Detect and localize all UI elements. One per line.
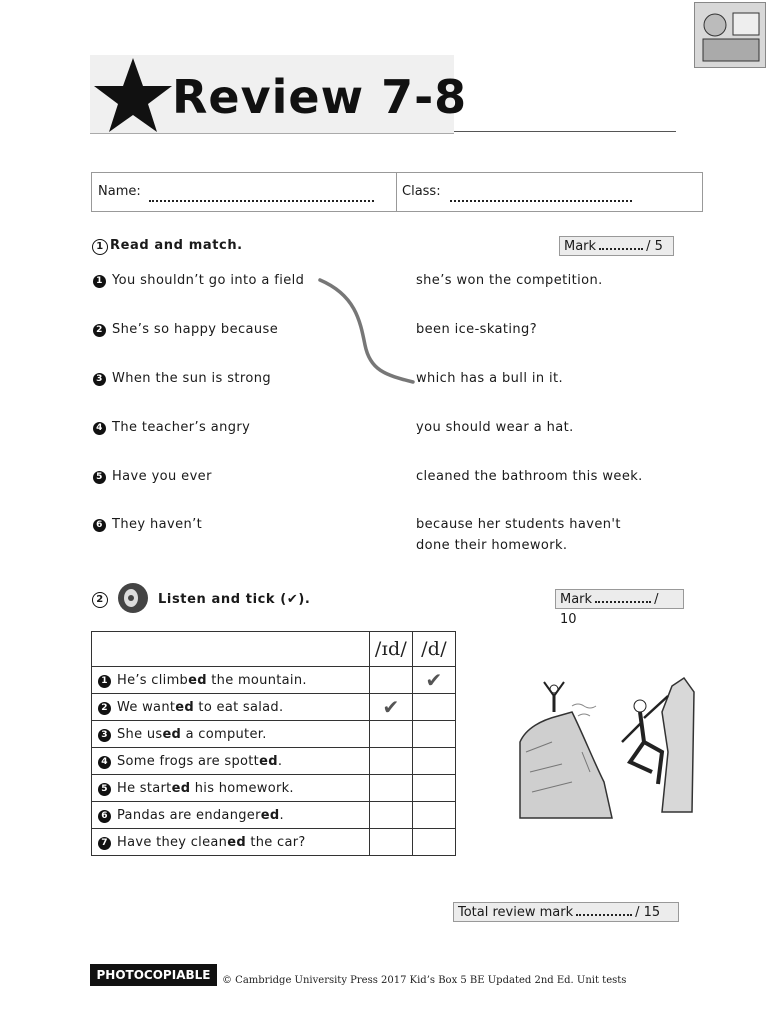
total-mark-box: [453, 902, 679, 922]
sentence-ending: ed: [162, 726, 182, 742]
table-row: [92, 802, 456, 829]
tick-cell-id[interactable]: [370, 748, 413, 775]
item-number: 3: [93, 373, 106, 386]
item-text: Have you ever: [112, 469, 212, 484]
section1-number: 1: [92, 239, 108, 255]
section2-number: [92, 591, 108, 608]
section2-mark-box: [555, 589, 684, 627]
table-row: [92, 748, 456, 775]
copyright-text: © Cambridge University Press 2017 Kid’s Box 5 BE Updated 2nd Ed. Unit tests: [222, 975, 627, 986]
item-text: You shouldn’t go into a field: [112, 273, 305, 288]
row-number: 4: [98, 756, 111, 769]
sentence-cell: [92, 748, 370, 775]
col-d-header: /d/: [413, 632, 456, 667]
section1-title: Read and match.: [110, 238, 243, 253]
class-field[interactable]: [450, 188, 632, 202]
section2-number-text: 2: [92, 592, 108, 608]
sentence-cell: [92, 775, 370, 802]
sentence-part: the mountain.: [206, 672, 307, 688]
title-underline: [454, 131, 676, 132]
section1-heading: [92, 238, 243, 255]
sentence-part: Pandas are endanger: [117, 807, 261, 823]
row-number: 5: [98, 783, 111, 796]
tick-table: [91, 631, 456, 856]
row-number: 7: [98, 837, 111, 850]
tick-cell-d[interactable]: [413, 775, 456, 802]
tick-cell-id[interactable]: [370, 721, 413, 748]
example-match-line: [315, 275, 419, 387]
item-number: 6: [93, 519, 106, 532]
left-item-1: [93, 273, 304, 288]
right-item-a: she’s won the competition.: [416, 273, 603, 288]
sentence-cell: [92, 721, 370, 748]
sentence-ending: ed: [227, 834, 246, 850]
sentence-cell: [92, 829, 370, 856]
tick-cell-id[interactable]: [370, 667, 413, 694]
section2-title: Listen and tick (✔).: [158, 592, 311, 607]
mark-field[interactable]: [599, 238, 643, 250]
header-blank: [92, 632, 370, 667]
item-text: The teacher’s angry: [112, 420, 251, 435]
left-item-6: [93, 517, 202, 532]
sentence-cell: [92, 802, 370, 829]
tick-cell-d[interactable]: [413, 721, 456, 748]
mark-total: / 10: [560, 592, 659, 627]
sentence-part: We want: [117, 699, 176, 715]
sentence-part: She us: [117, 726, 163, 742]
right-item-b: been ice-skating?: [416, 322, 538, 337]
star-icon: [92, 56, 174, 134]
corner-illustration: [694, 2, 766, 68]
sentence-ending: ed: [188, 672, 207, 688]
sentence-ending: ed: [175, 699, 194, 715]
sentence-part: his homework.: [190, 780, 294, 796]
sentence-part: Have they clean: [117, 834, 228, 850]
table-row: [92, 694, 456, 721]
tick-cell-d[interactable]: [413, 829, 456, 856]
climbers-illustration: [512, 672, 696, 820]
class-label: Class:: [402, 184, 441, 199]
left-item-5: [93, 469, 212, 484]
item-number: 1: [93, 275, 106, 288]
item-text: She’s so happy because: [112, 322, 279, 337]
tick-cell-d[interactable]: [413, 802, 456, 829]
right-item-e: cleaned the bathroom this week.: [416, 469, 643, 484]
table-row: [92, 667, 456, 694]
sentence-part: He’s climb: [117, 672, 189, 688]
sentence-ending: ed: [171, 780, 191, 796]
item-number: 4: [93, 422, 106, 435]
name-label: Name:: [98, 184, 141, 199]
table-row: [92, 775, 456, 802]
total-value: / 15: [635, 905, 661, 920]
table-header: [92, 632, 456, 667]
item-number: 5: [93, 471, 106, 484]
sentence-cell: [92, 694, 370, 721]
sentence-cell: [92, 667, 370, 694]
sentence-part: .: [279, 807, 284, 823]
left-item-2: [93, 322, 278, 337]
mark-total: / 5: [646, 239, 663, 254]
mark-field[interactable]: [595, 591, 651, 603]
tick-cell-id[interactable]: [370, 829, 413, 856]
page-title: Review 7-8: [172, 70, 468, 124]
right-item-d: you should wear a hat.: [416, 420, 574, 435]
mark-label: Mark: [564, 239, 597, 254]
section1-mark-box: [559, 236, 674, 256]
sentence-ending: ed: [260, 807, 280, 823]
total-label: Total review mark: [458, 905, 574, 920]
table-row: [92, 721, 456, 748]
sentence-part: a computer.: [181, 726, 267, 742]
item-text: They haven’t: [112, 517, 203, 532]
item-text: When the sun is strong: [112, 371, 272, 386]
row-number: 2: [98, 702, 111, 715]
row-number: 3: [98, 729, 111, 742]
sentence-part: .: [277, 753, 283, 769]
left-item-4: [93, 420, 250, 435]
row-number: 6: [98, 810, 111, 823]
name-field[interactable]: [149, 188, 374, 202]
tick-cell-id[interactable]: [370, 775, 413, 802]
total-field[interactable]: [576, 904, 632, 916]
sentence-part: Some frogs are spott: [117, 753, 260, 769]
tick-cell-d[interactable]: [413, 748, 456, 775]
sentence-ending: ed: [259, 753, 278, 769]
right-item-c: which has a bull in it.: [416, 371, 564, 386]
mark-label: Mark: [560, 592, 593, 607]
col-id-header: /ɪd/: [370, 632, 413, 667]
right-item-f-cont: done their homework.: [416, 538, 568, 553]
tick-cell-d[interactable]: ✔: [413, 667, 456, 694]
tick-cell-d[interactable]: [413, 694, 456, 721]
sentence-part: to eat salad.: [194, 699, 284, 715]
row-number: 1: [98, 675, 111, 688]
sentence-part: He start: [117, 780, 172, 796]
tick-cell-id[interactable]: ✔: [370, 694, 413, 721]
right-item-f: because her students haven't: [416, 517, 621, 532]
photocopiable-badge: PHOTOCOPIABLE: [90, 964, 217, 986]
left-item-3: [93, 371, 271, 386]
audio-listen-icon: [117, 582, 149, 614]
table-row: [92, 829, 456, 856]
tick-cell-id[interactable]: [370, 802, 413, 829]
sentence-part: the car?: [245, 834, 306, 850]
item-number: 2: [93, 324, 106, 337]
